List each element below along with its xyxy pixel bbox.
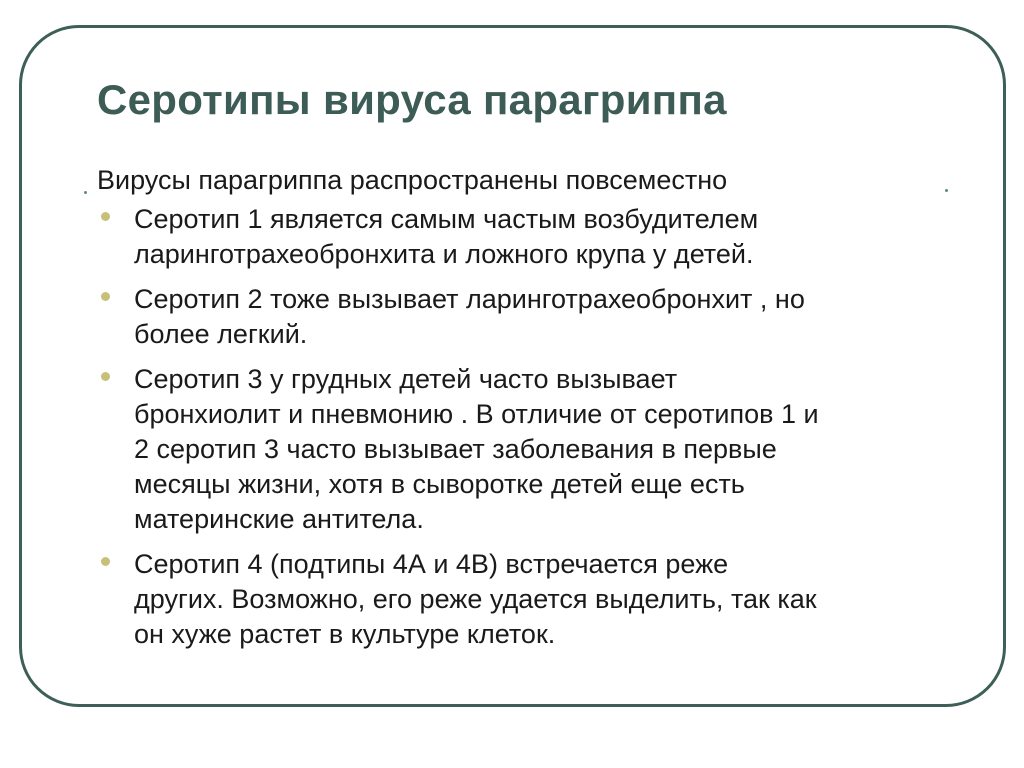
- bullet-text: Серотип 4 (подтипы 4А и 4В) встречается реже других. Возможно, его реже удается выделить, так как он хуже растет в культуре клеток.: [134, 549, 817, 649]
- bullet-dot-icon: [101, 292, 110, 301]
- list-item: [97, 547, 957, 652]
- list-item: [97, 202, 957, 272]
- bullet-dot-icon: [101, 557, 110, 566]
- intro-text: Вирусы парагриппа распространены повсеместно: [97, 165, 728, 195]
- bullet-text: Серотип 3 у грудных детей часто вызывает бронхиолит и пневмонию . В отличие от серотипов 1 и 2 серотип 3 часто вызывает заболевания в первые месяцы жизни, хотя в сыворотке детей еще есть материнские антитела.: [134, 364, 819, 534]
- decorative-dot-right: [945, 189, 948, 192]
- list-item: [97, 282, 957, 352]
- bullet-dot-icon: [101, 372, 110, 381]
- decorative-dot-left: [84, 191, 87, 194]
- bullet-dot-icon: [101, 212, 110, 221]
- slide-title: Серотипы вируса парагриппа: [97, 76, 727, 123]
- bullet-text: Серотип 1 является самым частым возбудителем ларинготрахеобронхита и ложного крупа у детей.: [134, 204, 759, 269]
- bullet-text: Серотип 2 тоже вызывает ларинготрахеобронхит , но более легкий.: [134, 284, 805, 349]
- bullet-list: [97, 202, 957, 662]
- list-item: [97, 362, 957, 537]
